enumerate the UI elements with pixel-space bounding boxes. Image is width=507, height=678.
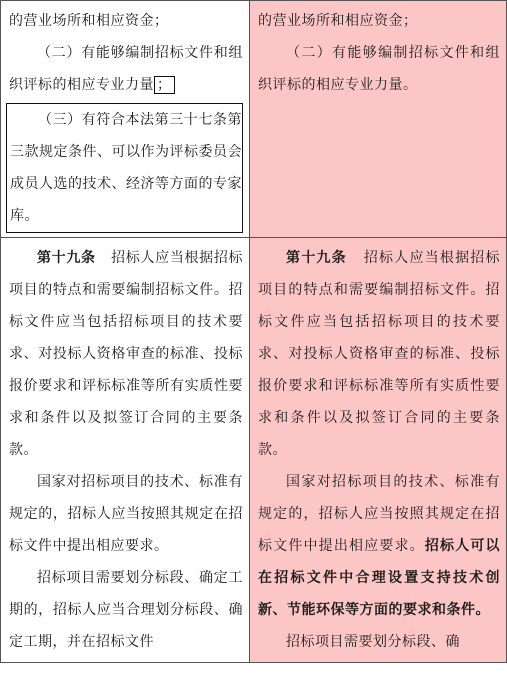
table-row <box>1 238 507 663</box>
left-top-item3-text: （三）有符合本法第三十七条第三款规定条件、可以作为评标委员会成员人选的技术、经济等方面的专家库 <box>10 112 242 224</box>
left-article-number: 第十九条 <box>37 250 96 266</box>
right-article-number: 第十九条 <box>286 250 347 266</box>
right-article-p2 <box>258 466 500 626</box>
right-article-p2-text: 国家对招标项目的技术、标准有规定的，招标人应当按照其规定在招标文件中提出相应要求。 <box>258 474 500 554</box>
right-top-line1: 的营业场所和相应资金； <box>258 13 418 29</box>
left-article-p1 <box>9 242 243 466</box>
left-top-item3-end: 。 <box>24 208 39 224</box>
right-article-p3: 招标项目需要划分标段、确 <box>286 634 460 650</box>
right-article-p1 <box>258 242 500 466</box>
right-cell-bottom <box>250 238 507 663</box>
left-article-p3: 招标项目需要划分标段、确定工期的，招标人应当合理划分标段、确定工期，并在招标文件 <box>9 570 243 650</box>
left-top-item3-marked-block <box>6 103 243 233</box>
left-top-item2 <box>9 37 243 101</box>
left-article-p2: 国家对招标项目的技术、标准有规定的，招标人应当按照其规定在招标文件中提出相应要求。 <box>9 474 243 554</box>
right-article-p1-text: 招标人应当根据招标项目的特点和需要编制招标文件。招标文件应当包括招标项目的技术要求、对投标人资格审查的标准、投标报价要求和评标标准等所有实质性要求和条件以及拟签订合同的主要条款。 <box>258 250 501 458</box>
left-cell-top <box>1 1 250 238</box>
left-top-item2-end-marked: ； <box>154 76 175 94</box>
right-cell-top <box>250 1 507 238</box>
left-top-item2-text: （二）有能够编制招标文件和组织评标的相应专业力量 <box>9 45 243 93</box>
left-top-line1: 的营业场所和相应资金； <box>9 13 169 29</box>
left-top-item3 <box>10 104 242 232</box>
left-article-p1-text: 招标人应当根据招标项目的特点和需要编制招标文件。招标文件应当包括招标项目的技术要求、对投标人资格审查的标准、投标报价要求和评标标准等所有实质性要求和条件以及拟签订合同的主要条款。 <box>9 250 244 458</box>
table-row <box>1 1 507 238</box>
right-top-item2: （二）有能够编制招标文件和组织评标的相应专业力量。 <box>258 45 500 93</box>
right-article-p2-added-text: 招标人可以在招标文件中合理设置支持技术创新、节能环保等方面的要求和条件。 <box>258 538 501 618</box>
left-cell-bottom <box>1 238 250 663</box>
